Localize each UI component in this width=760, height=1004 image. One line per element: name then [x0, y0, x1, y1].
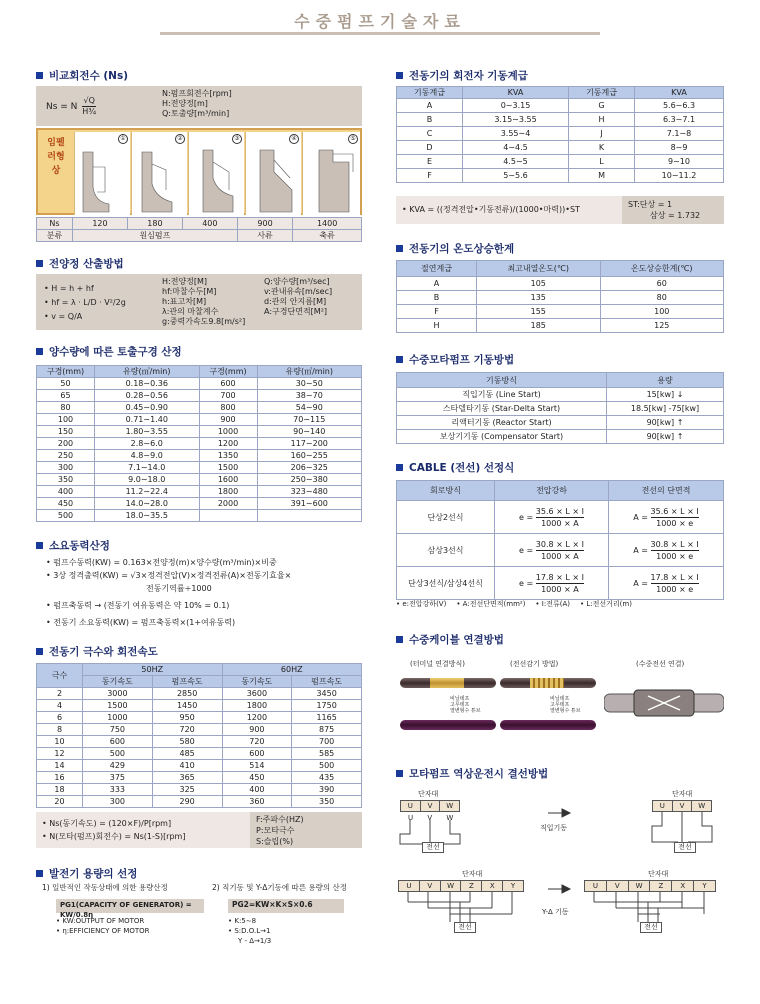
kva-row-cell: C [397, 127, 463, 141]
kva-row-cell: B [397, 113, 463, 127]
power-heading: 소요동력산정 [36, 538, 110, 553]
poles-row-cell: 1000 [83, 712, 153, 724]
gen-sub2: 2) 직기동 및 Y-Δ기동에 따른 용량의 산정 [212, 883, 347, 892]
kva-row-cell: 0∼3.15 [463, 99, 569, 113]
gen-formula-1: PG1(CAPACITY OF GENERATOR) = KW/0.8η [56, 899, 204, 913]
poles-row-cell: 500 [83, 748, 153, 760]
yd-start-label: Y-Δ 기동 [542, 908, 569, 916]
wire-label: 전선 [674, 842, 696, 853]
bore-row-cell: 65 [37, 390, 95, 402]
temp-row [397, 277, 724, 291]
poles-row-cell: 429 [83, 760, 153, 772]
poles-row-cell: 600 [222, 748, 292, 760]
poles-row-cell: 3450 [292, 688, 362, 700]
temp-row [397, 291, 724, 305]
gen-notes-1: • KW:OUTPUT OF MOTOR • η:EFFICIENCY OF MOTOR [56, 917, 150, 935]
kva-row-cell: 5.6∼6.3 [635, 99, 724, 113]
start-row-cell: 15[kw] ↓ [607, 388, 724, 402]
poles-row-cell: 580 [152, 736, 222, 748]
direct-start-label: 직입기동 [540, 824, 568, 832]
cable-row [397, 567, 724, 600]
wiring-direct-1-lines [396, 820, 476, 860]
poles-row-cell: 2850 [152, 688, 222, 700]
bore-row-cell: 1500 [199, 462, 257, 474]
poles-row-cell: 1800 [222, 700, 292, 712]
poles-row-cell: 720 [222, 736, 292, 748]
poles-row [37, 760, 362, 772]
temp-row-cell: F [397, 305, 477, 319]
cable-underwater-joint-icon [604, 676, 724, 732]
bore-row-cell: 323∼480 [257, 486, 362, 498]
bullet-square-icon [396, 770, 403, 777]
bore-row-cell: 1200 [199, 438, 257, 450]
start-row-cell: 보상기기동 (Compensator Start) [397, 430, 607, 444]
temp-table: 절연계급 최고내열온도(℃) 온도상승한계(℃) A 105 60 B 135 80 F 155 100 H 185 125 [396, 260, 724, 333]
bore-row [37, 426, 362, 438]
bore-row-cell: 0.18∼0.36 [95, 378, 200, 390]
bore-row-cell: 391∼600 [257, 498, 362, 510]
bore-row-cell: 1000 [199, 426, 257, 438]
poles-row-cell: 350 [292, 796, 362, 808]
cable-terminal-sleeve [430, 678, 464, 688]
poles-row-cell: 950 [152, 712, 222, 724]
bore-row-cell: 70∼115 [257, 414, 362, 426]
kva-row [397, 113, 724, 127]
bore-row-cell: 50 [37, 378, 95, 390]
wire-label: 전선 [640, 922, 662, 933]
poles-row-cell: 410 [152, 760, 222, 772]
poles-row-cell: 3600 [222, 688, 292, 700]
bore-row [37, 378, 362, 390]
bore-row-cell: 54∼90 [257, 402, 362, 414]
impeller-shape-4: ④ [245, 132, 301, 215]
poles-row-cell: 325 [152, 784, 222, 796]
bore-row-cell: 206∼325 [257, 462, 362, 474]
bore-row-cell: 117∼200 [257, 438, 362, 450]
start-table: 기동방식 용량 직입기동 (Line Start) 15[kw] ↓ 스타델타기동 (Star-Delta Start) 18.5[kw] -75[kw] 리액터기동 (Reactor Start) 90[kw] ↑ 보상기기동 (Compensator Start) 90[kw] ↑ [396, 372, 724, 444]
temp-row-cell: 105 [477, 277, 601, 291]
bore-row-cell: 30∼50 [257, 378, 362, 390]
bore-row-cell: 1800 [199, 486, 257, 498]
kva-row-cell: 3.55∼4 [463, 127, 569, 141]
kva-row-cell: F [397, 169, 463, 183]
kva-row [397, 155, 724, 169]
cable-row [397, 534, 724, 567]
poles-row-cell: 450 [222, 772, 292, 784]
impeller-2-icon [132, 132, 188, 215]
temp-row-cell: 80 [600, 291, 724, 305]
kva-row-cell: 4∼4.5 [463, 141, 569, 155]
start-row [397, 416, 724, 430]
wiring-heading: 모타펌프 역상운전시 결선방법 [396, 766, 548, 781]
bore-row-cell: 0.71∼1.40 [95, 414, 200, 426]
cable-notes: • e:전압강하(V) • A:전선단면적(mm²) • I:전류(A) • L:전선거리(m) [396, 600, 632, 608]
terminal-label: 단자대 [462, 870, 483, 878]
kva-row [397, 169, 724, 183]
temp-row-cell: 125 [600, 319, 724, 333]
bore-row [37, 450, 362, 462]
impeller-4-icon [246, 132, 302, 215]
bore-row-cell: 1350 [199, 450, 257, 462]
poles-row [37, 712, 362, 724]
bore-row-cell: 800 [199, 402, 257, 414]
poles-row-cell: 375 [83, 772, 153, 784]
impeller-1-icon [75, 132, 131, 215]
kva-row-cell: 4.5∼5 [463, 155, 569, 169]
head-calc-heading: 전양정 산출방법 [36, 256, 124, 271]
poles-row-cell: 300 [83, 796, 153, 808]
poles-row [37, 796, 362, 808]
cable-row-circuit: 단상3선식/삼상4선식 [397, 567, 495, 600]
kva-row-cell: 8∼9 [635, 141, 724, 155]
poles-row-cell: 2 [37, 688, 83, 700]
kva-row-cell: 10∼11.2 [635, 169, 724, 183]
bore-row-cell: 7.1∼14.0 [95, 462, 200, 474]
kva-formula: • KVA = ((정격전압•기동전류)/(1000•마력))•ST [396, 196, 622, 224]
kva-row-cell: A [397, 99, 463, 113]
temp-row-cell: A [397, 277, 477, 291]
bore-row-cell: 14.0∼28.0 [95, 498, 200, 510]
kva-row-cell: K [569, 141, 635, 155]
cable-table: 회로방식 전압강하 전선의 단면적 단상2선식 e = $\frac{35.6 \times L \times I}{1000 \times A}$ A = $\frac{35.6 \times L \times I}{1000 \times e}$ 삼상3선식 e = $\frac{30.8 \times L \times I}{1000 \times A}$ A = $\frac{30.8 \times L \times I}{1000 \times e}$ 단상3선식/삼상4선식 e = $\frac{17.8 \times L \times I}{1000 \times A}$ A = $\frac{17.8 \times L \times I}{1000 \times e}$ [396, 480, 724, 600]
poles-row-cell: 1165 [292, 712, 362, 724]
temp-row [397, 305, 724, 319]
cable-heading: CABLE (전선) 선정식 [396, 460, 514, 475]
kva-row-cell: 3.15∼3.55 [463, 113, 569, 127]
bore-row-cell: 250 [37, 450, 95, 462]
cable-row [397, 501, 724, 534]
bore-row-cell: 300 [37, 462, 95, 474]
bullet-square-icon [36, 260, 43, 267]
poles-row-cell: 1450 [152, 700, 222, 712]
poles-row-cell: 14 [37, 760, 83, 772]
poles-row-cell: 390 [292, 784, 362, 796]
bore-table: 구경(mm) 유량(㎥/min) 구경(mm) 유량(㎥/min) 50 0.18∼0.36 600 30∼50 65 0.28∼0.56 700 38∼70 80 0.45∼0.90 800 54∼90 100 0.71∼1.40 900 70∼115 150 1.80∼3.55 1000 90∼140 200 2.8∼6.0 1200 117∼200 250 4.8∼9.0 1350 160∼255 300 7.1∼14.0 1500 206∼325 350 9.0∼18.0 1600 250∼380 400 11.2∼22.4 1800 323∼480 450 14.0∼28.0 2000 391∼600 500 18.0∼35.5 [36, 365, 362, 522]
impeller-shape-3: ③ [188, 132, 244, 215]
start-row-cell: 스타델타기동 (Star-Delta Start) [397, 402, 607, 416]
poles-row-cell: 18 [37, 784, 83, 796]
head-calc-box: • H = h + hf • hf = λ · L/D · V²/2g • v = Q/A H:전양정[M] hf:마찰수두[M] h:표고차[M] λ:관의 마찰계수 g:중력가속도9.8[m/s²] Q:양수량[m³/sec] v:관내유속[m/sec] d:관의 안지름[M] A:구경단면적[M²] [36, 274, 362, 330]
impeller-panel [36, 128, 362, 215]
bullet-square-icon [396, 245, 403, 252]
poles-row-cell: 20 [37, 796, 83, 808]
poles-row-cell: 435 [292, 772, 362, 784]
start-row-cell: 리액터기동 (Reactor Start) [397, 416, 607, 430]
ns-table: Ns 120 180 400 900 1400 분류 원심펌프 사류 축류 [36, 217, 362, 242]
cable-row-formula: e = $\frac{35.6 \times L \times I}{1000 \times A}$ [495, 501, 609, 534]
cable-row-formula: A = $\frac{17.8 \times L \times I}{1000 \times e}$ [609, 567, 724, 600]
bore-row [37, 402, 362, 414]
impeller-shape-5: ⑤ [302, 132, 360, 215]
bore-row-cell: 350 [37, 474, 95, 486]
wire-label: 전선 [422, 842, 444, 853]
kva-row-cell: D [397, 141, 463, 155]
cable-wrap-bottom [500, 720, 596, 730]
bore-row [37, 438, 362, 450]
temp-row-cell: 60 [600, 277, 724, 291]
terminal-label: 단자대 [672, 790, 693, 798]
poles-row-cell: 4 [37, 700, 83, 712]
bore-row-cell: 11.2∼22.4 [95, 486, 200, 498]
gen-sub1: 1) 일반적인 작동상태에 의한 용량산정 [42, 883, 168, 892]
joint-label-1: (터미널 연결방식) [410, 660, 466, 668]
bore-row-cell: 0.28∼0.56 [95, 390, 200, 402]
bore-row-cell: 100 [37, 414, 95, 426]
bore-row-cell: 18.0∼35.5 [95, 510, 200, 522]
cable-row-formula: A = $\frac{35.6 \times L \times I}{1000 \times e}$ [609, 501, 724, 534]
poles-row-cell: 720 [152, 724, 222, 736]
page-title: 수중펌프기술자료 [294, 12, 466, 31]
poles-row-cell: 400 [222, 784, 292, 796]
wire-label: 전선 [454, 922, 476, 933]
poles-row [37, 748, 362, 760]
terminal-block-yd-1: U V W Z X Y [398, 880, 524, 892]
bullet-square-icon [36, 72, 43, 79]
joint-label-3: (수중전선 연결) [636, 660, 685, 668]
poles-row-cell: 585 [292, 748, 362, 760]
kva-table: 기동계급 KVA 기동계급 KVA A 0∼3.15 G 5.6∼6.3 B 3.15∼3.55 H 6.3∼7.1 C 3.55∼4 J 7.1∼8 D 4∼4.5 K 8∼9 E 4.5∼5 L 9∼10 F 5∼5.6 M 10∼11.2 [396, 86, 724, 183]
ns-formula-box [36, 86, 362, 126]
temp-row-cell: B [397, 291, 477, 305]
bore-row-cell [199, 510, 257, 522]
poles-row-cell: 1500 [83, 700, 153, 712]
bullet-square-icon [396, 464, 403, 471]
temp-row-cell: H [397, 319, 477, 333]
kva-row-cell: G [569, 99, 635, 113]
kva-row-cell: 6.3∼7.1 [635, 113, 724, 127]
bore-row [37, 474, 362, 486]
poles-row-cell: 8 [37, 724, 83, 736]
terminal-label: 단자대 [418, 790, 439, 798]
cable-wrap-sleeve [530, 678, 564, 688]
ns-heading: 비교회전수 (Ns) [36, 68, 128, 83]
bore-row-cell: 38∼70 [257, 390, 362, 402]
bore-row [37, 486, 362, 498]
arrow-right-icon [548, 884, 574, 894]
cable-row-formula: e = $\frac{17.8 \times L \times I}{1000 \times A}$ [495, 567, 609, 600]
joint-heading: 수중케이블 연결방법 [396, 632, 504, 647]
bore-row [37, 462, 362, 474]
joint-material-labels-2: 비닐테프 고무테프 열변형수 튜브 [550, 696, 581, 714]
bore-row-cell: 450 [37, 498, 95, 510]
power-text: • 펌프수동력(KW) = 0.163×전양정(m)×양수량(m³/min)×비중 • 3상 정격출력(KW) = √3×정격전압(V)×정격전류(A)×전동기효율× 전동기역률÷1000 • 펌프축동력 → (전동기 여유동력은 약 10% = 0.1) • 전동기 소요동력(KW) = 펌프축동력×(1+여유동력) [46, 558, 292, 627]
cable-row-formula: e = $\frac{30.8 \times L \times I}{1000 \times A}$ [495, 534, 609, 567]
temp-row-cell: 100 [600, 305, 724, 319]
poles-row-cell: 3000 [83, 688, 153, 700]
bore-row-cell: 1.80∼3.55 [95, 426, 200, 438]
bore-row-cell: 200 [37, 438, 95, 450]
start-row [397, 388, 724, 402]
bullet-square-icon [396, 356, 403, 363]
terminal-block-direct-1: U V W [400, 800, 460, 812]
bore-row [37, 510, 362, 522]
poles-row-cell: 900 [222, 724, 292, 736]
poles-row-cell: 16 [37, 772, 83, 784]
poles-row [37, 700, 362, 712]
bore-row [37, 414, 362, 426]
poles-row-cell: 12 [37, 748, 83, 760]
poles-row-cell: 360 [222, 796, 292, 808]
poles-row [37, 772, 362, 784]
terminal-block-direct-2: U V W [652, 800, 712, 812]
temp-row [397, 319, 724, 333]
impeller-5-icon [303, 132, 361, 215]
bore-row-cell: 600 [199, 378, 257, 390]
wire-letters: U V W [408, 814, 454, 822]
kva-row-cell: H [569, 113, 635, 127]
poles-row-cell: 1200 [222, 712, 292, 724]
poles-row-cell: 365 [152, 772, 222, 784]
kva-row [397, 127, 724, 141]
start-row-cell: 90[kw] ↑ [607, 430, 724, 444]
terminal-block-yd-2: U V W Z X Y [584, 880, 716, 892]
bore-row-cell: 1600 [199, 474, 257, 486]
bore-heading: 양수량에 따른 토출구경 산정 [36, 344, 182, 359]
kva-row-cell: 9∼10 [635, 155, 724, 169]
bullet-square-icon [36, 542, 43, 549]
bore-row-cell: 4.8∼9.0 [95, 450, 200, 462]
bore-row-cell: 90∼140 [257, 426, 362, 438]
bore-row-cell: 400 [37, 486, 95, 498]
bore-row-cell: 2.8∼6.0 [95, 438, 200, 450]
poles-row-cell: 6 [37, 712, 83, 724]
start-row-cell: 18.5[kw] -75[kw] [607, 402, 724, 416]
joint-label-2: (전선감기 방법) [510, 660, 559, 668]
poles-row-cell: 514 [222, 760, 292, 772]
ns-def: N:펌프회전수[rpm] [162, 89, 232, 98]
gen-formula-2: PG2=KW×K×S×0.6 [228, 899, 344, 913]
impeller-shape-1: ① [74, 132, 130, 215]
ns-def: Q:토출량[m³/min] [162, 109, 230, 118]
joint-material-labels: 비닐테프 고무테프 열변형수 튜브 [450, 696, 481, 714]
bore-row [37, 390, 362, 402]
terminal-label: 단자대 [648, 870, 669, 878]
poles-defs-box: F:주파수(HZ) P:모타극수 S:슬립(%) [250, 812, 362, 848]
poles-row-cell: 1750 [292, 700, 362, 712]
temp-row-cell: 185 [477, 319, 601, 333]
bore-row [37, 498, 362, 510]
cable-terminal-bottom [400, 720, 496, 730]
bullet-square-icon [396, 72, 403, 79]
poles-row [37, 688, 362, 700]
start-row-cell: 90[kw] ↑ [607, 416, 724, 430]
bore-row-cell: 500 [37, 510, 95, 522]
cable-row-formula: A = $\frac{30.8 \times L \times I}{1000 \times e}$ [609, 534, 724, 567]
ns-formula: Ns = N $\frac{√Q}{\text{H¾}}$ [46, 96, 97, 116]
impeller-3-icon [189, 132, 245, 215]
temp-row-cell: 155 [477, 305, 601, 319]
kva-heading: 전동기의 회전자 기동계급 [396, 68, 528, 83]
poles-row-cell: 750 [83, 724, 153, 736]
bore-row-cell: 0.45∼0.90 [95, 402, 200, 414]
poles-formula-box: • Ns(동기속도) = (120×F)/P[rpm] • N(모타(펌프)회전수) = Ns(1-S)[rpm] [36, 812, 250, 848]
poles-heading: 전동기 극수와 회전속도 [36, 644, 158, 659]
bore-row-cell: 900 [199, 414, 257, 426]
poles-row-cell: 290 [152, 796, 222, 808]
start-row [397, 430, 724, 444]
poles-row-cell: 485 [152, 748, 222, 760]
poles-row-cell: 500 [292, 760, 362, 772]
start-row [397, 402, 724, 416]
bore-row-cell: 2000 [199, 498, 257, 510]
kva-row-cell: L [569, 155, 635, 169]
poles-row-cell: 333 [83, 784, 153, 796]
kva-row-cell: M [569, 169, 635, 183]
title-underline [160, 32, 600, 35]
kva-row-cell: J [569, 127, 635, 141]
poles-row [37, 724, 362, 736]
bullet-square-icon [36, 870, 43, 877]
bore-row-cell: 80 [37, 402, 95, 414]
bullet-square-icon [36, 348, 43, 355]
bullet-square-icon [36, 648, 43, 655]
cable-row-circuit: 단상2선식 [397, 501, 495, 534]
kva-row [397, 141, 724, 155]
kva-row [397, 99, 724, 113]
gen-notes-2: • K:5∼8 • S:D.O.L→1 Y - Δ→1/3 [228, 917, 272, 945]
impeller-label: 임펠러형상 [47, 138, 65, 176]
bore-row-cell [257, 510, 362, 522]
bullet-square-icon [396, 636, 403, 643]
ns-def: H:전양정[m] [162, 99, 208, 108]
bore-row-cell: 250∼380 [257, 474, 362, 486]
bore-row-cell: 9.0∼18.0 [95, 474, 200, 486]
poles-row-cell: 600 [83, 736, 153, 748]
impeller-shape-2: ② [131, 132, 187, 215]
start-row-cell: 직입기동 (Line Start) [397, 388, 607, 402]
kva-row-cell: 5∼5.6 [463, 169, 569, 183]
bore-row-cell: 150 [37, 426, 95, 438]
poles-row-cell: 875 [292, 724, 362, 736]
poles-row [37, 736, 362, 748]
temp-row-cell: 135 [477, 291, 601, 305]
kva-row-cell: E [397, 155, 463, 169]
poles-row [37, 784, 362, 796]
gen-heading: 발전기 용량의 선정 [36, 866, 137, 881]
bore-row-cell: 160∼255 [257, 450, 362, 462]
poles-row-cell: 700 [292, 736, 362, 748]
poles-row-cell: 10 [37, 736, 83, 748]
poles-table: 극수 50HZ 60HZ 동기속도 펌프속도 동기속도 펌프속도 2 3000 2850 3600 3450 4 1500 1450 1800 1750 6 1000 950 1200 1165 8 750 720 900 875 10 600 580 720 700 12 500 485 600 585 14 429 410 514 500 16 375 365 450 435 18 333 325 400 390 20 300 290 360 350 [36, 663, 362, 808]
cable-row-circuit: 삼상3선식 [397, 534, 495, 567]
start-heading: 수중모타펌프 기동방법 [396, 352, 514, 367]
bore-row-cell: 700 [199, 390, 257, 402]
kva-row-cell: 7.1∼8 [635, 127, 724, 141]
kva-st-box: ST:단상 = 1 삼상 = 1.732 [622, 196, 724, 224]
arrow-right-icon [548, 808, 574, 818]
temp-heading: 전동기의 온도상승한계 [396, 241, 514, 256]
